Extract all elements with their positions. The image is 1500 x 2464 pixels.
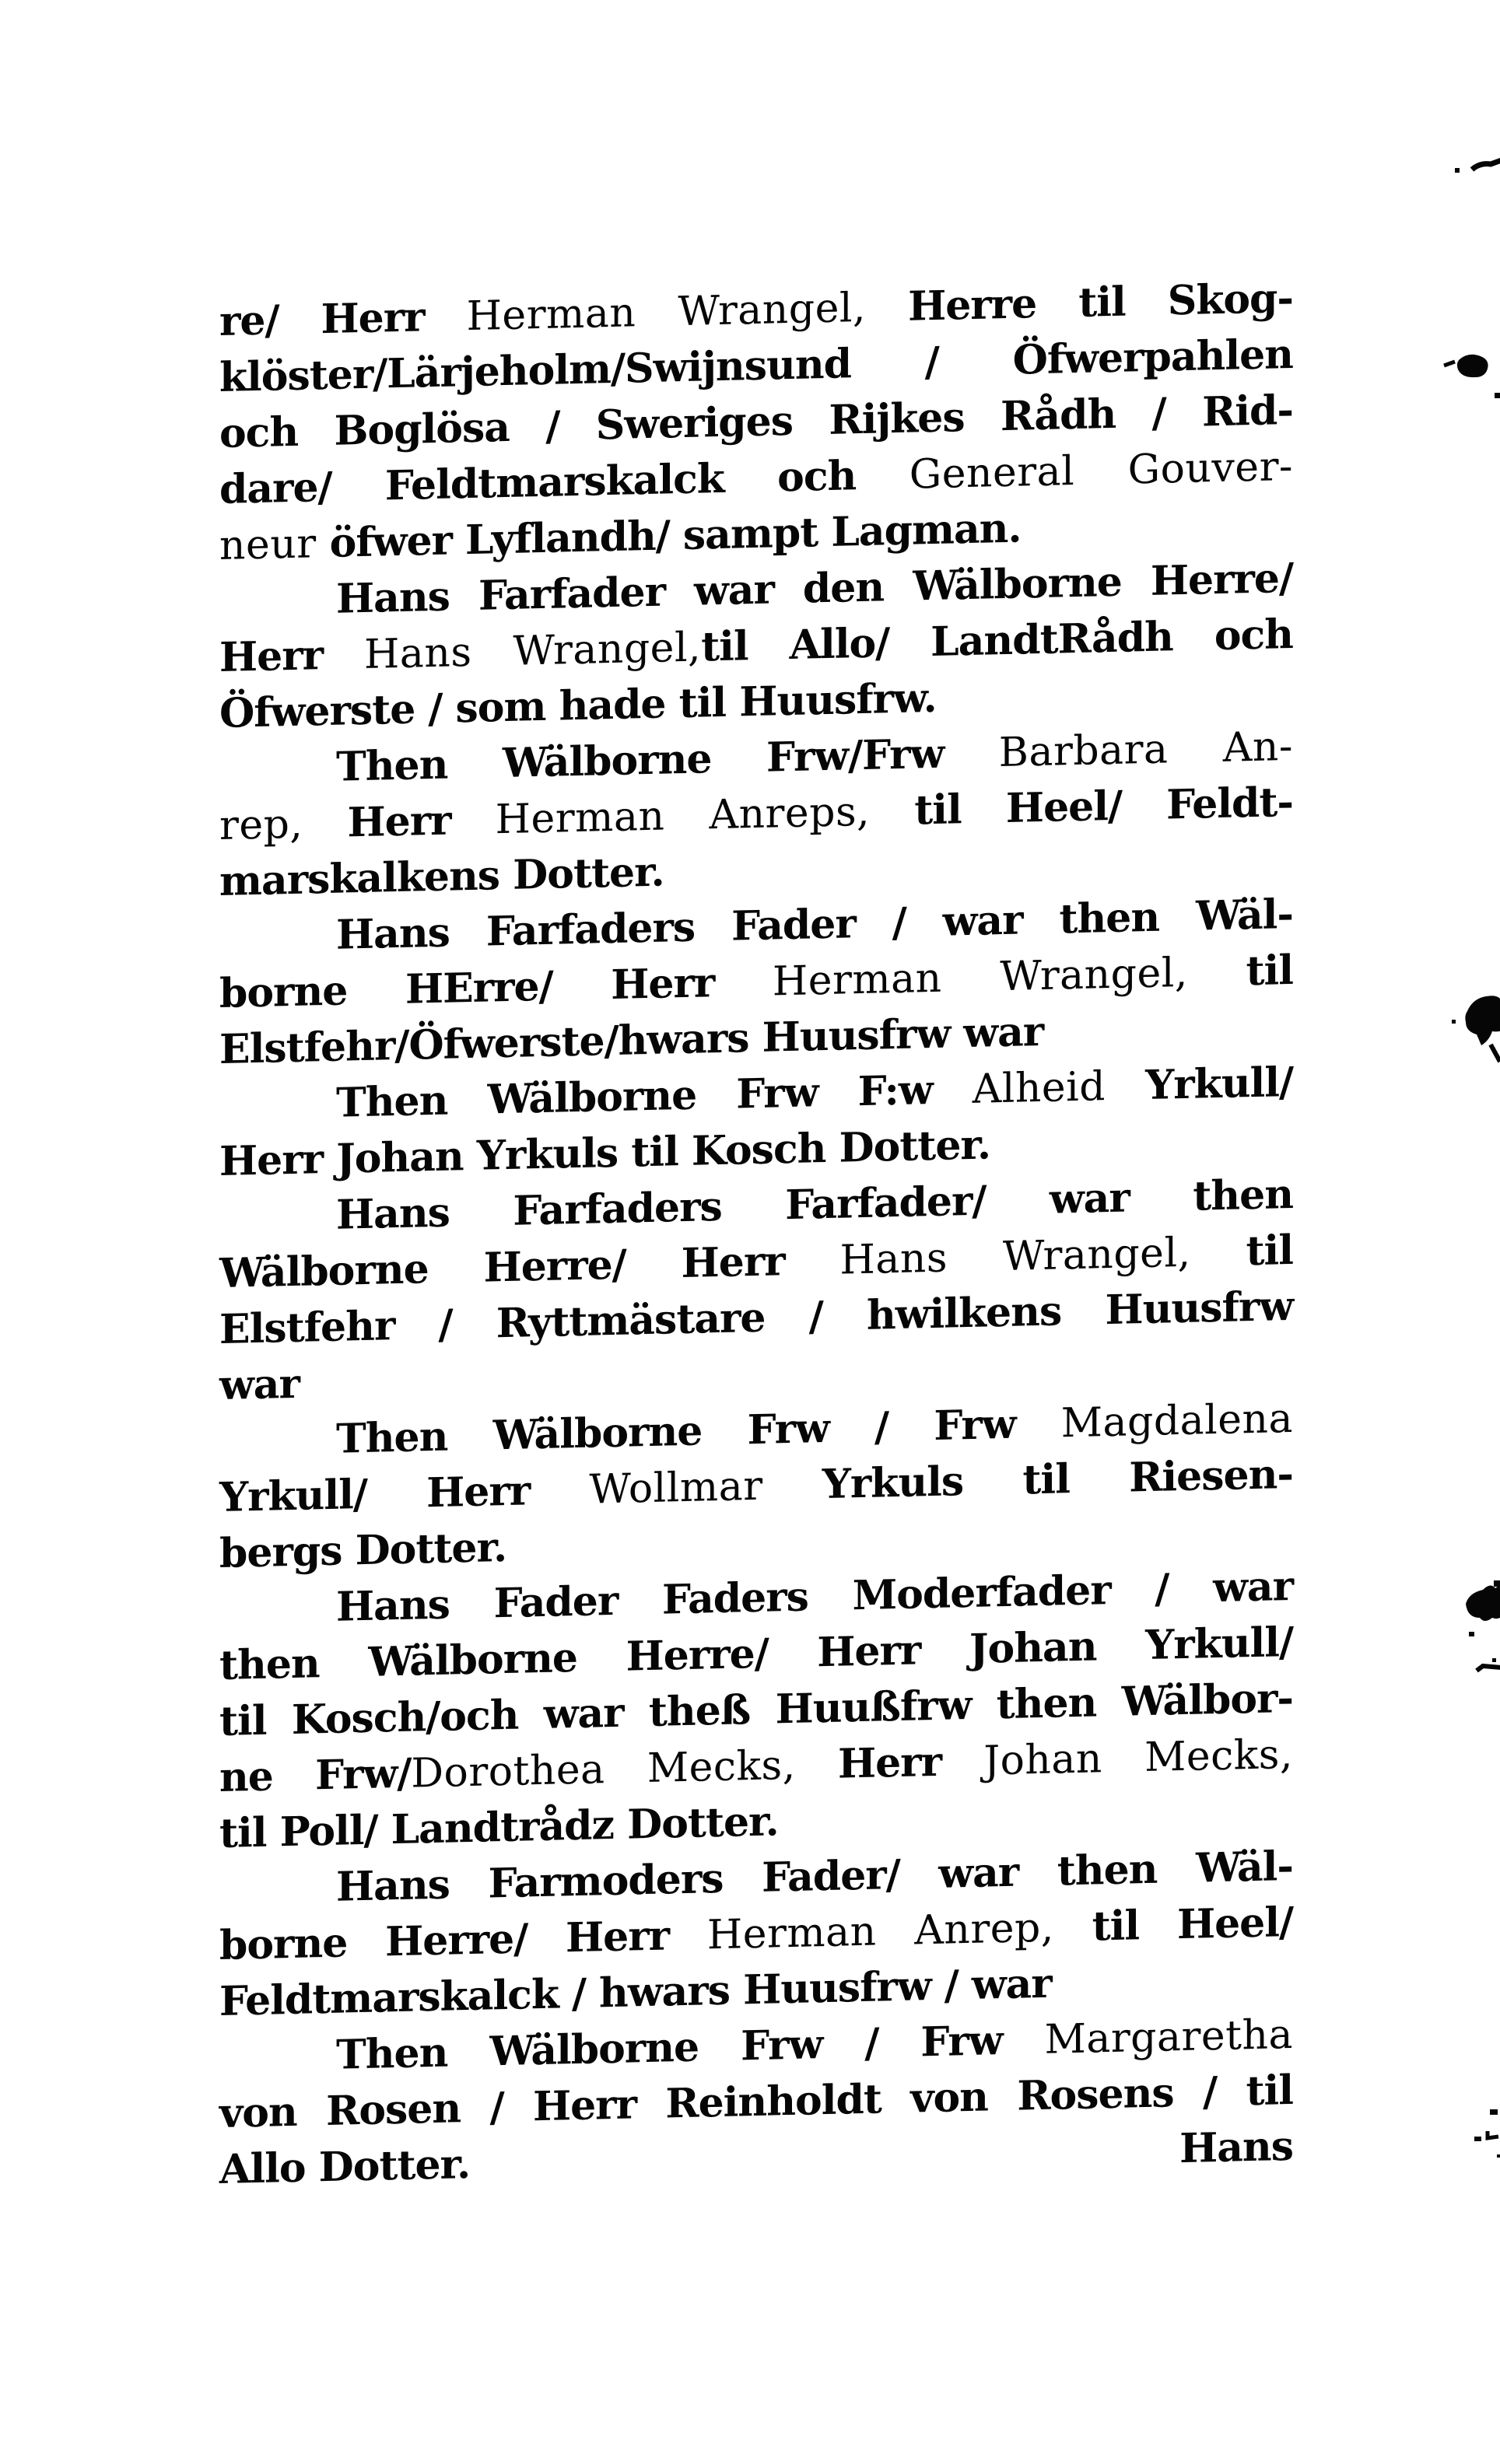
fraktur-text: til [1246,1226,1293,1276]
fraktur-text: Hans Farfader war den Wälborne Herre/ [336,554,1293,623]
ink-speck [1494,1580,1500,1587]
fraktur-text: Hans Farfaders Fader / war then Wäl- [336,890,1293,959]
ink-blot [1472,160,1500,170]
ink-speck [1497,2154,1500,2158]
ink-blot [1465,996,1500,1045]
fraktur-text: then Wälborne Herre/ Herr Johan Yrkull/ [219,1618,1293,1689]
antiqua-text: Barbara An- [998,723,1293,777]
fraktur-text: Yrkuls til Riesen- [822,1450,1294,1509]
fraktur-text: ne Frw/ [219,1749,412,1801]
antiqua-text: Johan Mecks, [983,1731,1293,1785]
fraktur-text: Then Wälborne Frw F:w [336,1065,973,1127]
antiqua-text: Herman Wrangel, [466,284,867,341]
fraktur-text: Hans Fader Faders Moderfader / war [336,1562,1293,1631]
fraktur-text: dare/ Feldtmarskalck och [219,450,909,513]
fraktur-text: Herre til Skog- [866,274,1293,331]
antiqua-text: Herman Anrep, [706,1903,1092,1959]
fraktur-text: Then Wälborne Frw/Frw [336,729,999,791]
fraktur-text: Wälborne Herre/ Herr [219,1236,840,1297]
ink-blot [1466,1582,1500,1621]
ink-speck [1469,1632,1474,1636]
fraktur-text: öfwer Lyflandh/ sampt Lagman. [329,504,1022,567]
antiqua-text: Herman Anreps, [495,787,915,844]
antiqua-text: Hans Wrangel, [839,1228,1246,1284]
fraktur-text: Allo Dotter. [219,2140,471,2193]
text-block [219,271,1293,2198]
ink-blot [1488,2131,1498,2138]
ink-blot [1491,1045,1500,1062]
fraktur-text: Yrkull/ Herr [219,1465,590,1521]
ink-blot [1444,362,1455,366]
antiqua-text: rep, [219,800,348,849]
ink-speck [1452,1020,1456,1024]
fraktur-text: til Heel/ [1092,1898,1293,1951]
antiqua-text: Alheid [972,1062,1146,1113]
catchword: Hans [1179,2122,1293,2173]
antiqua-text: General Gouver- [909,443,1293,499]
ink-blot [1477,1666,1500,1671]
fraktur-text: Herr [837,1737,984,1788]
fraktur-text: Elstfehr / Ryttmästare / hwilkens Huusfrw [219,1282,1293,1353]
fraktur-text: re/ Herr [219,292,467,345]
fraktur-text: til Poll/ Landtrådz Dotter. [219,1797,779,1857]
fraktur-text: Hans Farmoders Fader/ war then Wäl- [336,1842,1293,1911]
ink-speck [1490,2109,1498,2115]
fraktur-text: Hans Farfaders Farfader/ war then [336,1170,1293,1239]
ink-speck [1492,1658,1496,1662]
fraktur-text: Öfwerste / som hade til Huusfrw. [219,674,937,737]
fraktur-text: Elstfehr/Öfwerste/hwars Huusfrw war [219,1007,1044,1073]
fraktur-text: och Boglösa / Sweriges Rijkes Rådh / Rid- [219,386,1293,457]
fraktur-text: Herr Johan Yrkuls til Kosch Dotter. [219,1121,991,1185]
fraktur-text: war [219,1360,300,1409]
antiqua-text: Margaretha [1044,2011,1293,2063]
fraktur-text: Then Wälborne Frw / Frw [336,1399,1061,1463]
antiqua-text: Dorothea Mecks, [411,1741,838,1797]
antiqua-text: Hans Wrangel, [364,624,702,678]
ink-speck [1474,2137,1481,2141]
fraktur-text: Herr [347,796,496,847]
fraktur-text: klöster/Lärjeholm/Swijnsund / Öfwerpahlen [219,330,1293,401]
fraktur-text: Herr [219,630,364,681]
fraktur-text: borne HErre/ Herr [219,957,773,1017]
fraktur-text: Yrkull/ [1145,1058,1293,1110]
fraktur-text: til [1246,946,1293,996]
antiqua-text: Wollmar [589,1461,822,1514]
fraktur-text: til Allo/ LandtRådh och [701,610,1293,671]
fraktur-text: bergs Dotter. [219,1523,507,1577]
fraktur-text: Then Wälborne Frw / Frw [336,2015,1045,2079]
ink-blot [1457,355,1488,377]
antiqua-text: Magdalena [1060,1395,1293,1447]
ink-speck [1455,168,1460,173]
fraktur-text: til Kosch/och war theß Huußfrw then Wälbor- [219,1674,1293,1745]
fraktur-text: marskalkens Dotter. [219,848,664,905]
antiqua-text: neur [219,520,330,569]
antiqua-text: Herman Wrangel, [772,948,1246,1006]
fraktur-text: Feldtmarskalck / hwars Huusfrw / war [219,1959,1052,2025]
ink-speck [1495,393,1500,398]
fraktur-text: til Heel/ Feldt- [914,778,1293,835]
fraktur-text: von Rosen / Herr Reinholdt von Rosens / til [219,2066,1293,2137]
fraktur-text: borne Herre/ Herr [219,1911,707,1969]
